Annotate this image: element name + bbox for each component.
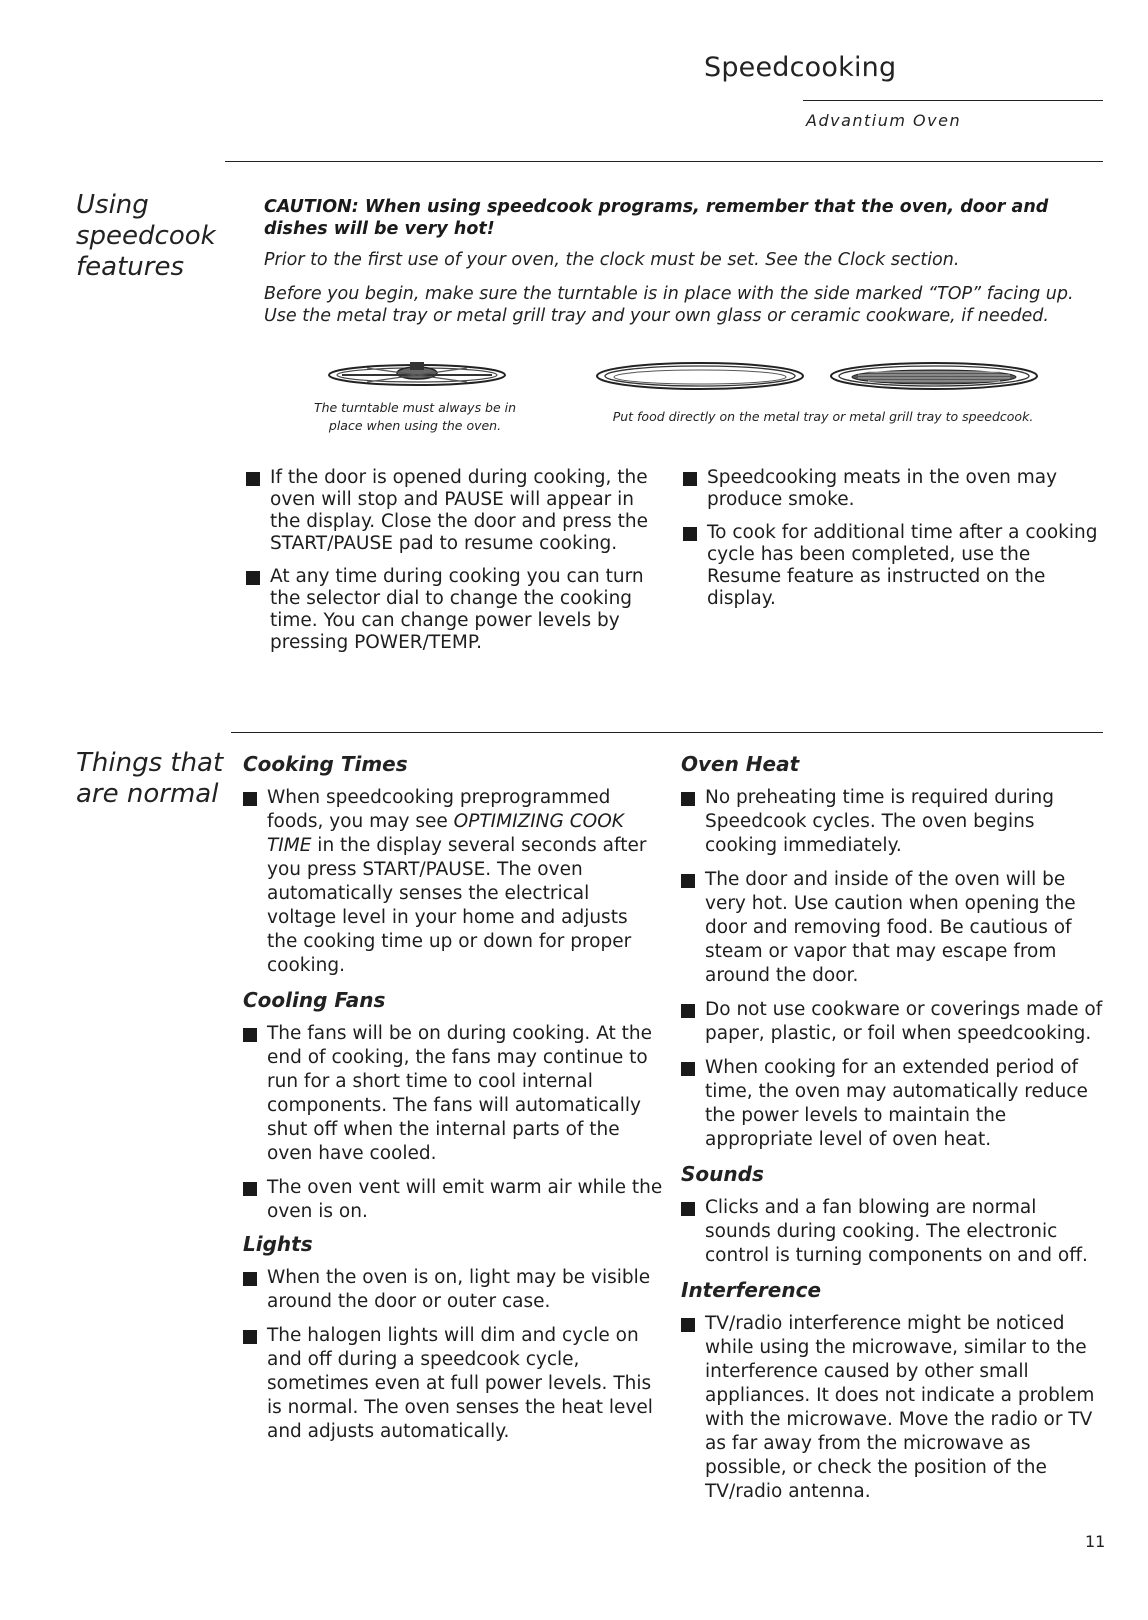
cooking-times-heading: Cooking Times (243, 752, 408, 776)
section-heading-using (76, 190, 216, 283)
header-divider (803, 100, 1103, 101)
cooling-fans-heading: Cooling Fans (243, 988, 386, 1012)
turntable-note: Before you begin, make sure the turntable is in place with the side marked “TOP” facing up. Use the metal tray or metal grill tray and your own glass or ceramic cookware, if needed. (264, 284, 1074, 326)
list-item: The door and inside of the oven will be very hot. Use caution when opening the door and removing food. Be cautious of steam or vapor that may escape from around the door. (681, 868, 1103, 988)
metal-tray-illustration (594, 360, 806, 392)
list-item: Do not use cookware or coverings made of paper, plastic, or foil when speedcooking. (681, 998, 1103, 1046)
clock-note: Prior to the first use of your oven, the clock must be set. See the Clock section. (264, 250, 960, 270)
sounds-list (681, 1196, 1103, 1268)
page-number: 11 (1085, 1532, 1106, 1551)
heading-line: features (76, 252, 184, 282)
cooking-times-list (243, 786, 663, 978)
list-item: The fans will be on during cooking. At the end of cooking, the fans may continue to run for a short time to cool internal components. The fans will automatically shut off when the internal parts of the oven have cooled. (243, 1022, 663, 1166)
speedcook-bullets-right (683, 467, 1098, 610)
list-item: When the oven is on, light may be visible around the door or outer case. (243, 1266, 663, 1314)
oven-heat-list (681, 786, 1103, 1152)
list-item: No preheating time is required during Speedcook cycles. The oven begins cooking immediately. (681, 786, 1103, 858)
section-divider-top (225, 161, 1103, 162)
list-item: If the door is opened during cooking, the oven will stop and PAUSE will appear in the display. Close the door and press the START/PAUSE pad to resume cooking. (246, 467, 666, 555)
list-item: Clicks and a fan blowing are normal sounds during cooking. The electronic control is turning components on and off. (681, 1196, 1103, 1268)
list-item: The oven vent will emit warm air while the oven is on. (243, 1176, 663, 1224)
list-item: TV/radio interference might be noticed while using the microwave, similar to the interference caused by other small appliances. It does not indicate a problem with the microwave. Move the radio or TV as far away from the microwave as possible, or check the position of the TV/radio antenna. (681, 1312, 1103, 1504)
grill-tray-illustration (828, 360, 1040, 392)
list-item: At any time during cooking you can turn the selector dial to change the cooking time. You can change power levels by pressing POWER/TEMP. (246, 566, 666, 654)
page-title: Speedcooking (704, 52, 897, 83)
normal-left-column (243, 752, 663, 1444)
interference-list (681, 1312, 1103, 1504)
lights-heading: Lights (243, 1232, 313, 1256)
heading-line: Using (76, 190, 149, 220)
sounds-heading: Sounds (681, 1162, 764, 1186)
page-subtitle: Advantium Oven (806, 111, 962, 130)
caution-text: CAUTION: When using speedcook programs, remember that the oven, door and dishes will be very hot! (264, 197, 1049, 239)
oven-heat-heading: Oven Heat (681, 752, 800, 776)
heading-line: speedcook (76, 221, 216, 251)
list-item: The halogen lights will dim and cycle on and off during a speedcook cycle, sometimes even at full power levels. This is normal. The oven senses the heat level and adjusts automatically. (243, 1324, 663, 1444)
lights-list (243, 1266, 663, 1444)
display-message: OPTIMIZING COOK TIME (267, 811, 624, 856)
list-item: When speedcooking preprogrammed foods, you may see OPTIMIZING COOK TIME in the display several seconds after you press START/PAUSE. The oven automatically senses the electrical voltage level in your home and adjusts the cooking time up or down for proper cooking. (243, 786, 663, 978)
list-item: Speedcooking meats in the oven may produce smoke. (683, 467, 1098, 511)
section-heading-normal (76, 748, 223, 810)
tray-caption: Put food directly on the metal tray or metal grill tray to speedcook. (612, 409, 1034, 424)
caption-line: The turntable must always be in (313, 400, 517, 415)
list-item: To cook for additional time after a cooking cycle has been completed, use the Resume feature as instructed on the display. (683, 522, 1098, 610)
interference-heading: Interference (681, 1278, 822, 1302)
heading-line: Things that (76, 748, 224, 778)
turntable-caption (300, 399, 530, 435)
section-divider-middle (231, 732, 1103, 733)
speedcook-bullets-left (246, 467, 666, 654)
list-item: When cooking for an extended period of time, the oven may automatically reduce the power levels to maintain the appropriate level of oven heat. (681, 1056, 1103, 1152)
turntable-illustration (322, 356, 512, 392)
heading-line: are normal (76, 779, 219, 809)
cooling-fans-list (243, 1022, 663, 1224)
caption-line: place when using the oven. (328, 418, 502, 433)
normal-right-column (681, 752, 1103, 1504)
